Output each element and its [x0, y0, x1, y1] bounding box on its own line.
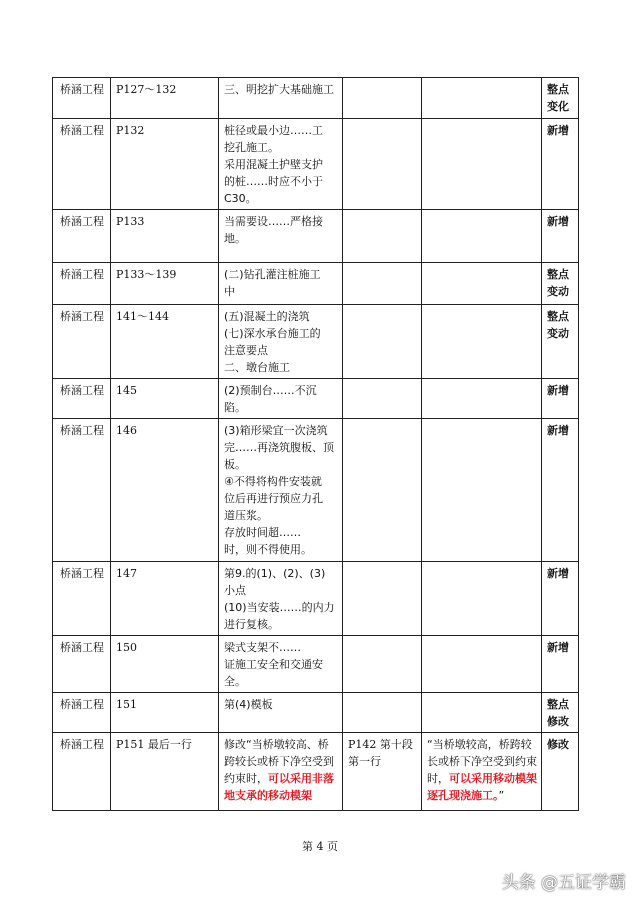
content-cell	[219, 379, 343, 419]
cell-line: 挖孔施工。	[224, 141, 279, 154]
new-content-cell	[422, 210, 542, 263]
change-type-cell	[542, 733, 579, 811]
cell-line: ④不得将构件安装就	[224, 475, 322, 488]
new-page-cell	[343, 693, 422, 733]
page-number: 第 4 页	[302, 840, 338, 853]
cell-line: 修改	[547, 715, 569, 728]
page-cell: 150	[111, 636, 219, 693]
content-cell	[219, 263, 343, 305]
table-row	[53, 263, 579, 305]
table-row	[53, 379, 579, 419]
cell-line: (10)当安装……的内力	[224, 601, 335, 614]
new-content-cell	[422, 78, 542, 119]
cell-line: 第(4)模板	[224, 698, 273, 711]
cell-line: 三、明挖扩大基础施工	[224, 83, 334, 96]
new-content-cell	[422, 263, 542, 305]
new-page-cell	[343, 379, 422, 419]
page-cell: 146	[111, 419, 219, 562]
new-content-cell	[422, 379, 542, 419]
cell-line: 变动	[547, 327, 569, 340]
table-row	[53, 562, 579, 636]
category-cell: 桥涵工程	[53, 119, 111, 210]
cell-line: 桩径或最小边……工	[224, 124, 323, 137]
change-type-cell	[542, 119, 579, 210]
cell-line: 变化	[547, 100, 569, 113]
new-page-cell	[343, 210, 422, 263]
cell-line: 位后再进行预应力孔	[224, 492, 323, 505]
change-type-cell	[542, 379, 579, 419]
cell-line: 地。	[224, 232, 246, 245]
cell-line: C30。	[224, 192, 257, 205]
page-cell: 151	[111, 693, 219, 733]
page-cell: P133～139	[111, 263, 219, 305]
cell-line: 进行复核。	[224, 618, 279, 631]
cell-line: (五)混凝土的浇筑	[224, 310, 310, 323]
page-cell: 145	[111, 379, 219, 419]
cell-line: 修改	[547, 738, 569, 751]
table-row	[53, 419, 579, 562]
table-row	[53, 636, 579, 693]
page-cell: 141～144	[111, 305, 219, 379]
cell-line: (二)钻孔灌注桩施工	[224, 268, 321, 281]
content-cell	[219, 733, 343, 811]
table-row	[53, 693, 579, 733]
content-highlight: 可以采用非落地支承的移动模架	[224, 772, 334, 802]
new-page-cell	[343, 419, 422, 562]
category-cell: 桥涵工程	[53, 733, 111, 811]
category-cell: 桥涵工程	[53, 210, 111, 263]
cell-line: 二、墩台施工	[224, 361, 290, 374]
table-row	[53, 78, 579, 119]
page-cell: 147	[111, 562, 219, 636]
cell-line: 注意要点	[224, 344, 268, 357]
page-cell: P127～132	[111, 78, 219, 119]
cell-line: 整点	[547, 83, 569, 96]
new-content-tail: ”	[498, 789, 505, 802]
cell-line: 新增	[547, 424, 569, 437]
change-type-cell	[542, 636, 579, 693]
cell-line: 整点	[547, 310, 569, 323]
category-cell: 桥涵工程	[53, 78, 111, 119]
new-content-highlight: 可以采用移动模架逐孔现浇施工。	[427, 772, 537, 802]
cell-line: 第9.的(1)、(2)、(3)	[224, 567, 326, 580]
category-cell: 桥涵工程	[53, 379, 111, 419]
cell-line: 整点	[547, 268, 569, 281]
new-page-cell	[343, 562, 422, 636]
new-content-cell	[422, 419, 542, 562]
cell-line: 道压浆。	[224, 509, 268, 522]
change-type-cell	[542, 78, 579, 119]
table-row	[53, 733, 579, 811]
category-cell: 桥涵工程	[53, 419, 111, 562]
cell-line: 采用混凝土护壁支护	[224, 158, 323, 171]
content-cell	[219, 78, 343, 119]
category-cell: 桥涵工程	[53, 305, 111, 379]
content-cell	[219, 210, 343, 263]
new-content-cell	[422, 305, 542, 379]
change-type-cell	[542, 305, 579, 379]
content-cell	[219, 419, 343, 562]
category-cell: 桥涵工程	[53, 263, 111, 305]
content-cell	[219, 562, 343, 636]
cell-line: (2)预制台……不沉陷。	[224, 384, 317, 414]
cell-line: 小点	[224, 584, 246, 597]
cell-line: (七)深水承台施工的	[224, 327, 321, 340]
table-row	[53, 210, 579, 263]
cell-line: 新增	[547, 215, 569, 228]
table-row	[53, 119, 579, 210]
new-page-cell	[343, 263, 422, 305]
cell-line: 全。	[224, 675, 246, 688]
cell-line: 新增	[547, 124, 569, 137]
new-page-cell: P142 第十段第一行	[343, 733, 422, 811]
cell-line: 存放时间超……	[224, 526, 301, 539]
new-content-cell	[422, 733, 542, 811]
new-content-text: “当桥墩较高，桥跨较长或桥下净空受到约束时，	[427, 738, 537, 785]
new-content-cell	[422, 693, 542, 733]
cell-line: 的桩……时应不小于	[224, 175, 323, 188]
watermark: 头条 @五证学霸	[501, 873, 626, 893]
new-content-cell	[422, 562, 542, 636]
category-cell: 桥涵工程	[53, 636, 111, 693]
change-type-cell	[542, 562, 579, 636]
new-content-cell	[422, 119, 542, 210]
new-content-cell	[422, 636, 542, 693]
cell-line: 证施工安全和交通安	[224, 658, 323, 671]
page-cell: P151 最后一行	[111, 733, 219, 811]
cell-line: 梁式支架不……	[224, 641, 301, 654]
content-cell	[219, 305, 343, 379]
cell-line: 整点	[547, 698, 569, 711]
new-page-cell	[343, 636, 422, 693]
new-page-cell	[343, 119, 422, 210]
change-type-cell	[542, 693, 579, 733]
change-type-cell	[542, 263, 579, 305]
table-row	[53, 305, 579, 379]
cell-line: 时，则不得使用。	[224, 543, 312, 556]
change-type-cell	[542, 210, 579, 263]
content-cell	[219, 693, 343, 733]
cell-line: 当需要设……严格接	[224, 215, 323, 228]
cell-line: 新增	[547, 641, 569, 654]
cell-line: 新增	[547, 384, 569, 397]
category-cell: 桥涵工程	[53, 693, 111, 733]
content-cell	[219, 636, 343, 693]
new-page-cell	[343, 78, 422, 119]
cell-line: 新增	[547, 567, 569, 580]
new-page-cell	[343, 305, 422, 379]
cell-line: 板。	[224, 458, 246, 471]
page-cell: P133	[111, 210, 219, 263]
content-cell	[219, 119, 343, 210]
category-cell: 桥涵工程	[53, 562, 111, 636]
cell-line: 变动	[547, 285, 569, 298]
page-cell: P132	[111, 119, 219, 210]
change-table	[52, 77, 579, 811]
cell-line: (3)箱形梁宜一次浇筑	[224, 424, 328, 437]
cell-line: 中	[224, 285, 235, 298]
change-type-cell	[542, 419, 579, 562]
content-text: 修改“当桥墩较高、桥跨较长或桥下净空受到约束时，	[224, 738, 334, 785]
cell-line: 完……再浇筑腹板、顶	[224, 441, 334, 454]
